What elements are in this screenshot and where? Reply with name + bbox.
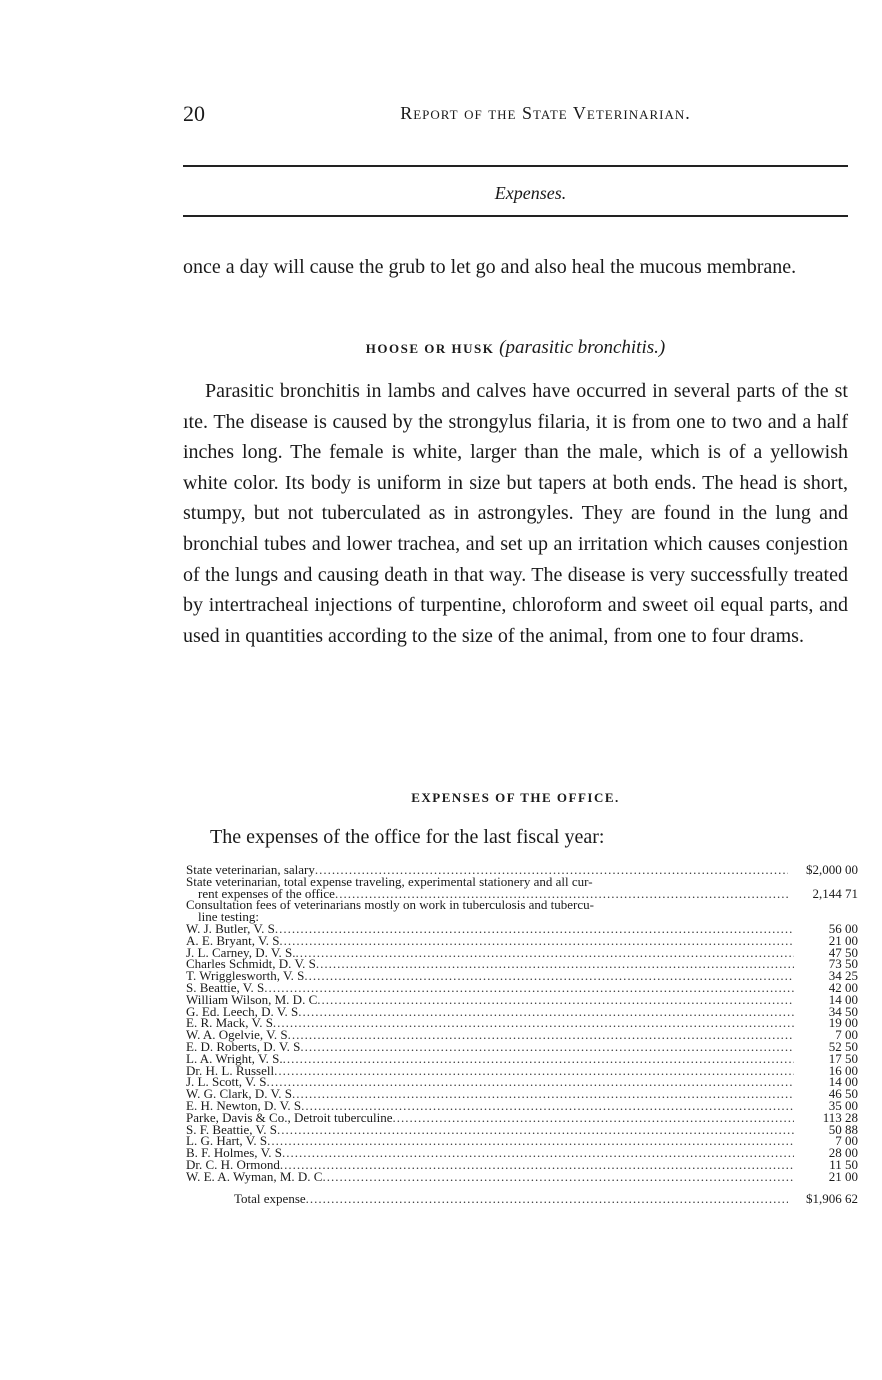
expense-row: [186, 920, 858, 936]
expenses-intro: The expenses of the office for the last fiscal year:: [210, 826, 605, 848]
leader-dots: [304, 970, 794, 982]
heading-latin: (parasitic bronchitis.): [499, 337, 666, 358]
expense-row: [186, 1003, 858, 1019]
expense-table: [186, 864, 858, 1204]
expense-amount: 56 00: [828, 920, 858, 936]
expense-amount: 7 00: [835, 1133, 858, 1149]
expense-amount: 50 88: [828, 1121, 858, 1137]
expense-row: [186, 1050, 858, 1066]
expense-row: [186, 1135, 858, 1147]
expense-name: J. L. Scott, V. S: [186, 1074, 267, 1090]
paragraph-parasitic-bronchitis: Parasitic bronchitis in lambs and calves have occurred in several parts of the st ıte. The disease is caused by the strongylus filaria, it is from one to two and a half inches long. The female is white, larger than the male, which is of a yellowish white color. Its body is uniform in size but tapers at both ends. The head is short, stumpy, but not tuberculated as in astrongyles. They are found in the lung and bronchial tubes and lower trachea, and set up an irritation which causes conjestion of the lungs and causing death in that way. The disease is very successfully treated by intertracheal injections of turpentine, chloroform and sweet oil equal parts, and used in quantities according to the size of the animal, from one to four drams.: [183, 380, 848, 647]
leader-dots: [266, 1076, 794, 1088]
expense-name: Dr. H. L. Russell: [186, 1062, 275, 1078]
expense-travel-line1: State veterinarian, total expense traveling, experimental stationery and all cur-: [186, 873, 593, 889]
expense-name: E. D. Roberts, D. V. S: [186, 1038, 301, 1054]
running-title: Report of the State Veterinarian.: [400, 103, 691, 123]
leader-dots: [264, 982, 794, 994]
leader-dots: [298, 1006, 794, 1018]
leader-dots: [393, 1112, 794, 1124]
expense-amount: 16 00: [828, 1062, 858, 1078]
expense-name: A. E. Bryant, V. S: [186, 932, 280, 948]
expense-amount: 34 50: [828, 1003, 858, 1019]
expense-consult-line2: line testing:: [198, 909, 260, 925]
expense-row: [186, 1109, 858, 1125]
total-label: Total expense: [234, 1190, 306, 1206]
expense-amount: 2,144 71: [812, 885, 858, 901]
page-number: 20: [183, 101, 205, 126]
expense-amount: 34 25: [828, 968, 858, 984]
expense-consult-line1: Consultation fees of veterinarians mostly on work in tuberculosis and tubercu-: [186, 897, 594, 913]
expense-row: [186, 1147, 858, 1159]
leader-dots: [277, 1124, 794, 1136]
expense-name: S. F. Beattie, V. S: [186, 1121, 277, 1137]
leader-dots: [316, 958, 794, 970]
expense-name: W. A. Ogelvie, V. S: [186, 1027, 288, 1043]
section-label: Expenses.: [494, 183, 567, 203]
header-rule-bottom: [183, 215, 848, 217]
expense-row: [186, 970, 858, 982]
expense-amount: 21 00: [828, 1168, 858, 1184]
expense-amount: 19 00: [828, 1015, 858, 1031]
expense-amount: 52 50: [828, 1038, 858, 1054]
expense-items: [186, 920, 858, 1184]
expense-amount: 14 00: [828, 1074, 858, 1090]
expense-name: W. J. Butler, V. S: [186, 920, 275, 936]
expense-amount: $2,000 00: [806, 862, 858, 877]
expense-name: L. G. Hart, V. S: [186, 1133, 268, 1149]
expense-name: Dr. C. H. Ormond: [186, 1156, 280, 1172]
expense-name: E. R. Mack, V. S: [186, 1015, 273, 1031]
expense-name: T. Wrigglesworth, V. S: [186, 968, 305, 984]
leader-dots: [280, 1159, 794, 1171]
expense-amount: 7 00: [835, 1027, 858, 1043]
page-header: [183, 101, 848, 131]
leader-dots: [275, 923, 794, 935]
expense-row: [186, 1038, 858, 1054]
expense-name: W. G. Clark, D. V. S: [186, 1086, 292, 1102]
expense-amount: 113 28: [822, 1109, 858, 1125]
section-heading-hoose: [183, 337, 848, 359]
expense-name: W. E. A. Wyman, M. D. C: [186, 1168, 323, 1184]
heading-main: HOOSE OR HUSK: [365, 341, 495, 356]
expense-name: L. A. Wright, V. S.: [186, 1050, 283, 1066]
expense-amount: 14 00: [828, 991, 858, 1007]
expense-name: S. Beattie, V. S: [186, 979, 265, 995]
leader-dots: [273, 1017, 794, 1029]
expense-amount: 17 50: [828, 1050, 858, 1066]
expense-row: [186, 1121, 858, 1137]
expense-name: Charles Schmidt, D. V. S: [186, 956, 316, 972]
expense-amount: 73 50: [828, 956, 858, 972]
expense-name: E. H. Newton, D. V. S: [186, 1097, 302, 1113]
total-amount: $1,906 62: [806, 1190, 858, 1206]
expense-name: G. Ed. Leech, D. V. S: [186, 1003, 299, 1019]
expense-row: [186, 1062, 858, 1078]
paragraph-continuation: once a day will cause the grub to let go and also heal the mucous membrane.: [183, 256, 797, 278]
leader-dots: [317, 994, 794, 1006]
leader-dots: [296, 947, 794, 959]
leader-dots: [300, 1041, 794, 1053]
expense-row-total: [186, 1190, 858, 1206]
leader-dots: [292, 1088, 794, 1100]
leader-dots: [279, 935, 794, 947]
expense-name: B. F. Holmes, V. S: [186, 1145, 283, 1161]
expense-amount: 28 00: [828, 1145, 858, 1161]
leader-dots: [283, 1053, 794, 1065]
expense-amount: 42 00: [828, 979, 858, 995]
expense-amount: 47 50: [828, 944, 858, 960]
expense-amount: 46 50: [828, 1086, 858, 1102]
leader-dots: [288, 1029, 794, 1041]
expense-row: [186, 1168, 858, 1184]
expense-amount: 11 50: [829, 1156, 858, 1172]
expense-name: Parke, Davis & Co., Detroit tuberculine: [186, 1109, 393, 1125]
expense-amount: 35 00: [828, 1097, 858, 1113]
expense-name: J. L. Carney, D. V. S.: [186, 944, 296, 960]
expense-name: William Wilson, M. D. C: [186, 991, 318, 1007]
leader-dots: [274, 1065, 794, 1077]
leader-dots: [282, 1147, 794, 1159]
expense-name: State veterinarian, salary: [186, 862, 315, 877]
leader-dots: [306, 1193, 788, 1205]
expense-amount: 21 00: [828, 932, 858, 948]
leader-dots: [267, 1135, 794, 1147]
expense-name: rent expenses of the office: [198, 885, 335, 901]
section-heading-expenses: EXPENSES OF THE OFFICE.: [411, 790, 620, 805]
leader-dots: [322, 1171, 794, 1183]
header-rule-top: [183, 165, 848, 167]
